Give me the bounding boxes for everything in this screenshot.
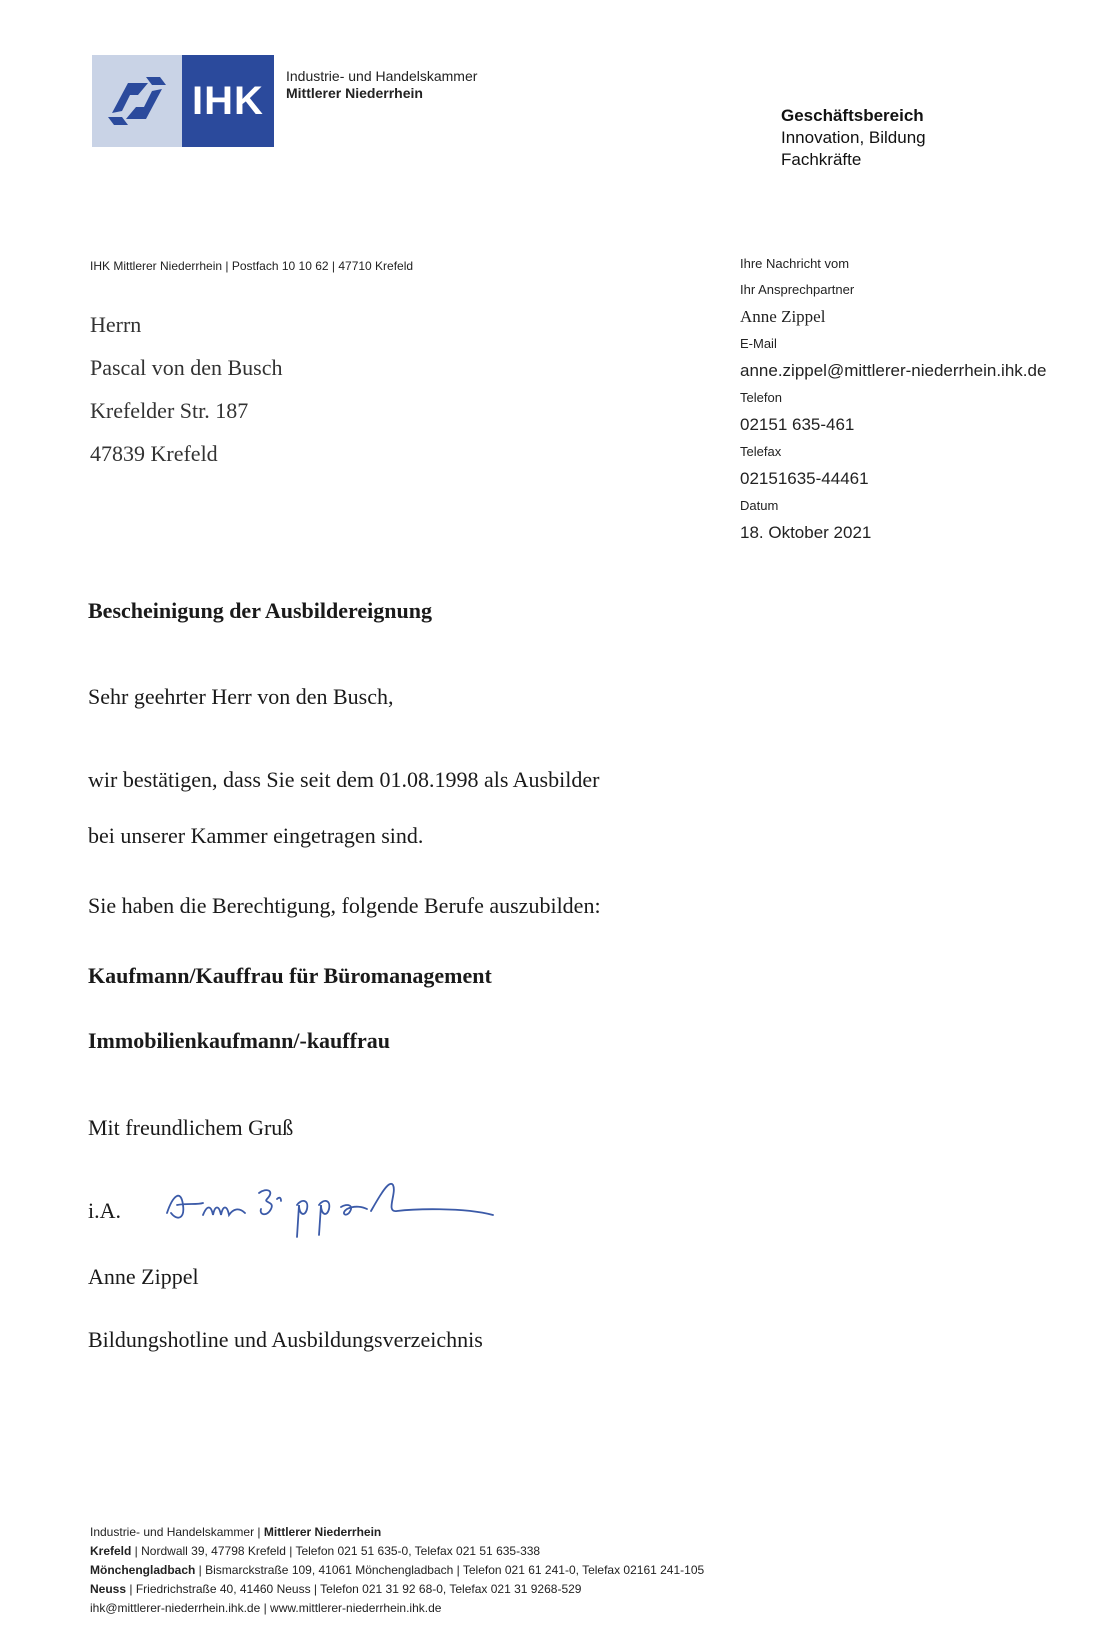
letter-greeting: Sehr geehrter Herr von den Busch,: [88, 684, 394, 709]
fax-value: 02151635-44461: [740, 469, 869, 488]
ia-prefix: i.A.: [88, 1198, 121, 1223]
recipient-name: Pascal von den Busch: [90, 355, 283, 380]
signer-name: Anne Zippel: [88, 1264, 199, 1289]
division-line2: Innovation, Bildung: [781, 128, 926, 147]
footer-line-1: Industrie- und Handelskammer | Mittlerer Niederrhein: [90, 1525, 382, 1539]
division-line3: Fachkräfte: [781, 150, 862, 169]
ihk-logo-mark: [92, 55, 182, 147]
letter-closing: Mit freundlichem Gruß: [88, 1115, 294, 1140]
phone-value: 02151 635-461: [740, 415, 855, 434]
info-block: [740, 251, 1046, 547]
division-heading: Geschäftsbereich: [781, 106, 924, 125]
footer-mg-text: Bismarckstraße 109, 41061 Mönchengladbach | Telefon 021 61 241-0, Telefax 02161 241-105: [205, 1563, 705, 1577]
footer-org-b: Mittlerer Niederrhein: [263, 1525, 382, 1539]
footer-krefeld-text: Nordwall 39, 47798 Krefeld | Telefon 021 51 635-0, Telefax 021 51 635-338: [141, 1544, 541, 1558]
your-message-label: Ihre Nachricht vom: [740, 256, 850, 271]
profession-2: Immobilienkaufmann/-kauffrau: [88, 1028, 390, 1053]
letter-paragraph-1: wir bestätigen, dass Sie seit dem 01.08.1998 als Ausbilder: [88, 767, 600, 792]
date-value: 18. Oktober 2021: [740, 523, 872, 542]
email-label: E-Mail: [740, 336, 777, 351]
phone-label: Telefon: [740, 390, 782, 405]
ihk-logo-text: IHK: [182, 55, 274, 147]
signer-role: Bildungshotline und Ausbildungsverzeichnis: [88, 1327, 483, 1352]
contact-name: Anne Zippel: [740, 307, 826, 326]
return-address: IHK Mittlerer Niederrhein | Postfach 10 10 62 | 47710 Krefeld: [90, 259, 414, 273]
fax-label: Telefax: [740, 444, 782, 459]
footer-line-mg: Mönchengladbach | Bismarckstraße 109, 41061 Mönchengladbach | Telefon 021 61 241-0, Telefax 02161 241-105: [90, 1563, 705, 1577]
footer-line-krefeld: Krefeld | Nordwall 39, 47798 Krefeld | Telefon 021 51 635-0, Telefax 021 51 635-338: [90, 1544, 541, 1558]
profession-1: Kaufmann/Kauffrau für Büromanagement: [88, 963, 492, 988]
contact-label: Ihr Ansprechpartner: [740, 282, 855, 297]
letter-subject: Bescheinigung der Ausbildereignung: [88, 598, 432, 623]
footer: [90, 1523, 704, 1618]
org-name-line1: Industrie- und Handelskammer: [286, 68, 478, 84]
date-label: Datum: [740, 498, 779, 513]
division-block: [781, 105, 926, 171]
letter-paragraph-2: bei unserer Kammer eingetragen sind.: [88, 823, 424, 848]
recipient-street: Krefelder Str. 187: [90, 398, 249, 423]
footer-krefeld-label: Krefeld: [90, 1544, 132, 1558]
recipient-salutation: Herrn: [90, 312, 142, 337]
ihk-logo: [92, 55, 274, 147]
footer-neuss-label: Neuss: [90, 1582, 127, 1596]
footer-org-a: Industrie- und Handelskammer: [90, 1525, 255, 1539]
footer-line-neuss: Neuss | Friedrichstraße 40, 41460 Neuss | Telefon 021 31 92 68-0, Telefax 021 31 9268-529: [90, 1582, 582, 1596]
email-value: anne.zippel@mittlerer-niederrhein.ihk.de: [740, 361, 1047, 380]
handwritten-signature: [163, 1175, 523, 1250]
org-name-line2: Mittlerer Niederrhein: [286, 85, 423, 101]
footer-mg-label: Mönchengladbach: [90, 1563, 196, 1577]
recipient-address: [90, 303, 282, 475]
letter-paragraph-3: Sie haben die Berechtigung, folgende Berufe auszubilden:: [88, 893, 601, 918]
recipient-city: 47839 Krefeld: [90, 441, 218, 466]
footer-neuss-text: Friedrichstraße 40, 41460 Neuss | Telefon 021 31 92 68-0, Telefax 021 31 9268-529: [135, 1582, 582, 1596]
organization-name: [286, 68, 477, 102]
footer-web-line: ihk@mittlerer-niederrhein.ihk.de | www.mittlerer-niederrhein.ihk.de: [90, 1601, 442, 1615]
